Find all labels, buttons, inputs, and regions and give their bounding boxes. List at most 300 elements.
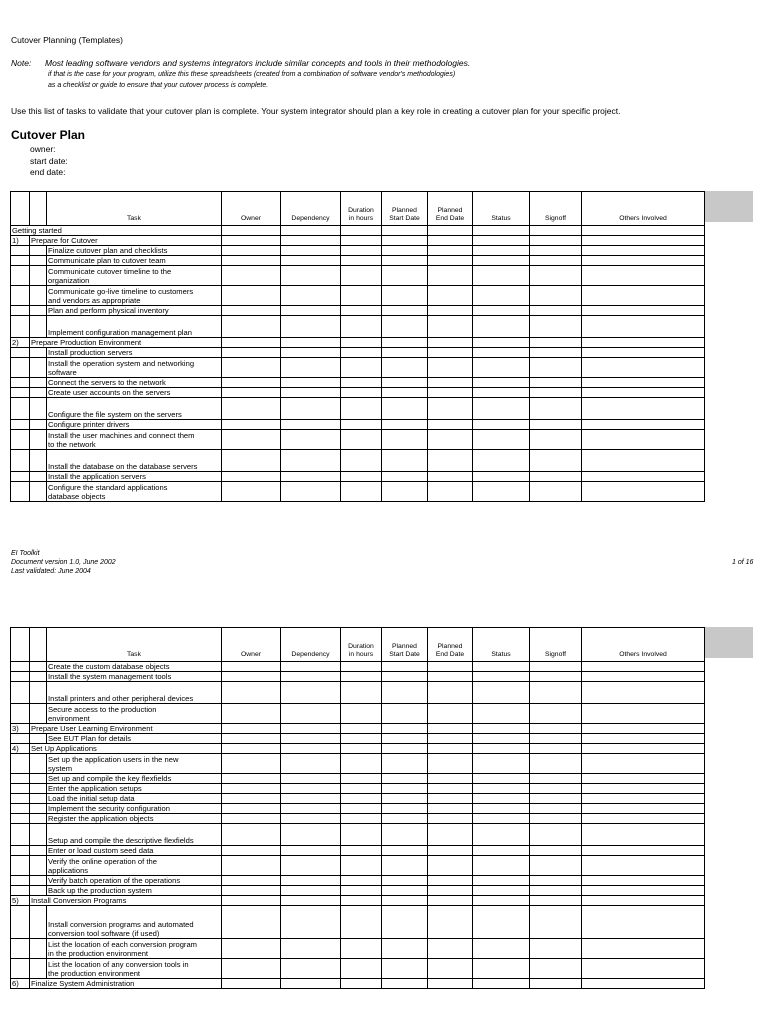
task-cell: Implement the security configuration — [47, 804, 222, 814]
empty-cell — [382, 286, 428, 306]
empty-cell — [11, 886, 30, 896]
empty-cell — [530, 472, 582, 482]
empty-cell — [222, 226, 281, 236]
empty-cell — [11, 704, 30, 724]
empty-cell — [382, 774, 428, 784]
empty-cell — [382, 246, 428, 256]
empty-cell — [341, 724, 382, 734]
empty-cell — [382, 398, 428, 420]
empty-cell — [222, 939, 281, 959]
empty-cell — [582, 316, 705, 338]
empty-cell — [473, 226, 530, 236]
empty-cell — [530, 306, 582, 316]
col-planned-end — [428, 192, 473, 226]
col-signoff: Signoff — [530, 192, 582, 226]
empty-cell — [582, 754, 705, 774]
task-line-2: in the production environment — [48, 949, 149, 958]
empty-cell — [341, 430, 382, 450]
col-dependency: Dependency — [281, 192, 341, 226]
empty-cell — [11, 482, 30, 502]
table-row — [11, 959, 705, 979]
empty-cell — [30, 886, 47, 896]
col-planned-start — [382, 192, 428, 226]
empty-cell — [222, 420, 281, 430]
empty-cell — [11, 794, 30, 804]
empty-cell — [11, 804, 30, 814]
empty-cell — [222, 430, 281, 450]
empty-cell — [382, 939, 428, 959]
empty-cell — [530, 979, 582, 989]
empty-cell — [222, 472, 281, 482]
empty-cell — [30, 939, 47, 959]
empty-cell — [30, 286, 47, 306]
empty-cell — [382, 846, 428, 856]
empty-cell — [473, 804, 530, 814]
empty-cell — [30, 906, 47, 939]
empty-cell — [222, 672, 281, 682]
empty-cell — [530, 286, 582, 306]
section-label: Set Up Applications — [30, 744, 222, 754]
empty-cell — [222, 704, 281, 724]
section-row — [11, 979, 705, 989]
empty-cell — [582, 256, 705, 266]
empty-cell — [222, 286, 281, 306]
empty-cell — [222, 856, 281, 876]
empty-cell — [11, 824, 30, 846]
empty-cell — [473, 814, 530, 824]
empty-cell — [473, 784, 530, 794]
empty-cell — [11, 420, 30, 430]
empty-cell — [582, 939, 705, 959]
task-line-1: Configure the standard applications — [48, 483, 168, 492]
empty-cell — [222, 348, 281, 358]
empty-cell — [582, 876, 705, 886]
empty-cell — [30, 472, 47, 482]
empty-cell — [428, 814, 473, 824]
empty-cell — [30, 430, 47, 450]
empty-cell — [530, 388, 582, 398]
empty-cell — [382, 256, 428, 266]
empty-cell — [281, 236, 341, 246]
empty-cell — [530, 430, 582, 450]
task-line-1: Communicate cutover timeline to the — [48, 267, 172, 276]
empty-cell — [11, 388, 30, 398]
empty-cell — [281, 876, 341, 886]
empty-cell — [530, 482, 582, 502]
col-task: Task — [47, 628, 222, 662]
empty-cell — [382, 824, 428, 846]
col-duration-l1: Duration — [348, 643, 374, 650]
col-owner: Owner — [222, 628, 281, 662]
empty-cell — [428, 482, 473, 502]
table-row — [11, 876, 705, 886]
empty-cell — [222, 906, 281, 939]
empty-cell — [341, 672, 382, 682]
empty-cell — [281, 856, 341, 876]
empty-cell — [582, 388, 705, 398]
table-row — [11, 388, 705, 398]
section-row — [11, 724, 705, 734]
empty-cell — [382, 672, 428, 682]
empty-cell — [530, 246, 582, 256]
empty-cell — [341, 246, 382, 256]
empty-cell — [341, 824, 382, 846]
empty-cell — [11, 876, 30, 886]
empty-cell — [222, 886, 281, 896]
table-row — [11, 856, 705, 876]
task-cell: See EUT Plan for details — [47, 734, 222, 744]
empty-cell — [222, 316, 281, 338]
empty-cell — [382, 348, 428, 358]
footer-validated: Last validated: June 2004 — [11, 568, 91, 575]
task-cell — [47, 906, 222, 939]
empty-cell — [473, 246, 530, 256]
empty-cell — [281, 256, 341, 266]
empty-cell — [30, 804, 47, 814]
empty-cell — [428, 774, 473, 784]
empty-cell — [222, 846, 281, 856]
empty-cell — [582, 824, 705, 846]
empty-cell — [30, 876, 47, 886]
empty-cell — [341, 420, 382, 430]
task-cell: Register the application objects — [47, 814, 222, 824]
empty-cell — [341, 814, 382, 824]
empty-cell — [281, 266, 341, 286]
col-status: Status — [473, 628, 530, 662]
col-planned-start — [382, 628, 428, 662]
empty-cell — [30, 246, 47, 256]
footer-version: Document version 1.0, June 2002 — [11, 559, 116, 566]
empty-cell — [473, 348, 530, 358]
empty-cell — [341, 744, 382, 754]
empty-cell — [428, 734, 473, 744]
col-duration — [341, 192, 382, 226]
empty-cell — [222, 398, 281, 420]
empty-cell — [530, 266, 582, 286]
table-row — [11, 734, 705, 744]
empty-cell — [222, 774, 281, 784]
task-line-1: Secure access to the production — [48, 705, 157, 714]
end-date-label: end date: — [30, 167, 66, 177]
empty-cell — [11, 784, 30, 794]
empty-cell — [341, 662, 382, 672]
empty-cell — [473, 358, 530, 378]
task-cell: Verify batch operation of the operations — [47, 876, 222, 886]
empty-cell — [341, 784, 382, 794]
empty-cell — [382, 266, 428, 286]
section-number: 1) — [11, 236, 30, 246]
start-date-label: start date: — [30, 156, 68, 166]
task-cell: Communicate plan to cutover team — [47, 256, 222, 266]
empty-cell — [341, 388, 382, 398]
table-row — [11, 246, 705, 256]
empty-cell — [530, 939, 582, 959]
empty-cell — [281, 420, 341, 430]
empty-cell — [428, 662, 473, 672]
task-cell: Enter the application setups — [47, 784, 222, 794]
empty-cell — [30, 306, 47, 316]
group-row — [11, 226, 705, 236]
empty-cell — [473, 256, 530, 266]
empty-cell — [428, 266, 473, 286]
empty-cell — [281, 306, 341, 316]
empty-cell — [530, 682, 582, 704]
col-others: Others Involved — [582, 628, 705, 662]
empty-cell — [473, 682, 530, 704]
empty-cell — [428, 316, 473, 338]
empty-cell — [473, 286, 530, 306]
section-row — [11, 896, 705, 906]
empty-cell — [222, 662, 281, 672]
empty-cell — [30, 358, 47, 378]
empty-cell — [222, 246, 281, 256]
empty-cell — [530, 672, 582, 682]
empty-cell — [530, 348, 582, 358]
empty-cell — [281, 378, 341, 388]
note-line-2: if that is the case for your program, utilize this these spreadsheets (created from a combination of software vendor's methodologies) — [48, 71, 456, 78]
empty-cell — [530, 876, 582, 886]
empty-cell — [582, 348, 705, 358]
empty-cell — [473, 876, 530, 886]
empty-cell — [382, 876, 428, 886]
empty-cell — [222, 896, 281, 906]
empty-cell — [428, 348, 473, 358]
empty-cell — [582, 896, 705, 906]
section-number: 6) — [11, 979, 30, 989]
empty-cell — [11, 378, 30, 388]
empty-cell — [473, 724, 530, 734]
empty-cell — [281, 316, 341, 338]
col-pend-l2: End Date — [435, 215, 465, 222]
empty-cell — [582, 450, 705, 472]
empty-cell — [428, 256, 473, 266]
empty-cell — [428, 754, 473, 774]
empty-cell — [11, 398, 30, 420]
empty-cell — [281, 388, 341, 398]
empty-cell — [281, 662, 341, 672]
task-cell: Plan and perform physical inventory — [47, 306, 222, 316]
empty-cell — [428, 794, 473, 804]
empty-cell — [530, 256, 582, 266]
col-dependency: Dependency — [281, 628, 341, 662]
empty-cell — [382, 226, 428, 236]
table-row — [11, 378, 705, 388]
empty-cell — [281, 286, 341, 306]
empty-cell — [281, 348, 341, 358]
empty-cell — [530, 226, 582, 236]
task-line-2: software — [48, 368, 77, 377]
col-pend-l1: Planned — [437, 643, 463, 650]
table-row — [11, 482, 705, 502]
empty-cell — [341, 378, 382, 388]
empty-cell — [281, 682, 341, 704]
empty-cell — [473, 398, 530, 420]
task-line-2: system — [48, 764, 73, 773]
empty-cell — [530, 236, 582, 246]
empty-cell — [382, 430, 428, 450]
empty-cell — [473, 824, 530, 846]
empty-cell — [11, 754, 30, 774]
task-line-2: environment — [48, 714, 90, 723]
empty-cell — [281, 338, 341, 348]
empty-cell — [281, 814, 341, 824]
empty-cell — [222, 814, 281, 824]
empty-cell — [11, 682, 30, 704]
empty-cell — [530, 824, 582, 846]
table-row — [11, 939, 705, 959]
empty-cell — [30, 348, 47, 358]
task-cell: Back up the production system — [47, 886, 222, 896]
empty-cell — [30, 856, 47, 876]
empty-cell — [341, 472, 382, 482]
section-number: 4) — [11, 744, 30, 754]
empty-cell — [30, 388, 47, 398]
task-cell — [47, 286, 222, 306]
empty-cell — [341, 256, 382, 266]
empty-cell — [582, 236, 705, 246]
empty-cell — [473, 266, 530, 286]
empty-cell — [11, 774, 30, 784]
empty-cell — [428, 306, 473, 316]
empty-cell — [30, 316, 47, 338]
empty-cell — [473, 939, 530, 959]
empty-cell — [428, 420, 473, 430]
empty-cell — [530, 450, 582, 472]
task-line-2: the production environment — [48, 969, 141, 978]
empty-cell — [281, 979, 341, 989]
col-duration-l2: in hours — [348, 215, 374, 222]
empty-cell — [11, 450, 30, 472]
empty-cell — [341, 338, 382, 348]
empty-cell — [473, 482, 530, 502]
empty-cell — [582, 378, 705, 388]
empty-cell — [30, 774, 47, 784]
empty-cell — [30, 420, 47, 430]
empty-cell — [341, 226, 382, 236]
empty-cell — [582, 704, 705, 724]
empty-cell — [473, 672, 530, 682]
empty-cell — [582, 338, 705, 348]
task-line-1: Communicate go-live timeline to customers — [48, 287, 194, 296]
empty-cell — [428, 959, 473, 979]
empty-cell — [582, 420, 705, 430]
empty-cell — [473, 430, 530, 450]
task-cell — [47, 358, 222, 378]
empty-cell — [30, 672, 47, 682]
empty-cell — [281, 472, 341, 482]
empty-cell — [281, 794, 341, 804]
empty-cell — [382, 316, 428, 338]
empty-cell — [341, 348, 382, 358]
empty-cell — [428, 286, 473, 306]
empty-cell — [582, 846, 705, 856]
task-line-1: Install conversion programs and automated — [48, 920, 194, 929]
empty-cell — [382, 358, 428, 378]
footer-toolkit: EI Toolkit — [11, 550, 40, 557]
empty-cell — [11, 306, 30, 316]
col-pend-l2: End Date — [435, 651, 465, 658]
col-owner: Owner — [222, 192, 281, 226]
empty-cell — [530, 804, 582, 814]
col-signoff: Signoff — [530, 628, 582, 662]
table-row — [11, 824, 705, 846]
empty-cell — [382, 682, 428, 704]
section-number: 5) — [11, 896, 30, 906]
section-row — [11, 338, 705, 348]
task-line-2: database objects — [48, 492, 106, 501]
empty-cell — [222, 754, 281, 774]
empty-cell — [582, 306, 705, 316]
table-row — [11, 306, 705, 316]
empty-cell — [30, 256, 47, 266]
empty-cell — [222, 358, 281, 378]
document-title: Cutover Planning (Templates) — [11, 35, 123, 45]
empty-cell — [281, 246, 341, 256]
empty-cell — [281, 939, 341, 959]
empty-cell — [341, 482, 382, 502]
table-row — [11, 704, 705, 724]
empty-cell — [582, 959, 705, 979]
empty-cell — [222, 482, 281, 502]
group-label: Getting started — [11, 226, 222, 236]
table-row — [11, 348, 705, 358]
empty-cell — [222, 236, 281, 246]
empty-cell — [428, 430, 473, 450]
empty-cell — [281, 430, 341, 450]
empty-cell — [382, 482, 428, 502]
table-row — [11, 472, 705, 482]
task-cell: Create the custom database objects — [47, 662, 222, 672]
empty-cell — [582, 662, 705, 672]
empty-cell — [428, 856, 473, 876]
empty-cell — [222, 256, 281, 266]
empty-cell — [530, 662, 582, 672]
empty-cell — [281, 672, 341, 682]
empty-cell — [428, 378, 473, 388]
empty-cell — [582, 906, 705, 939]
empty-cell — [582, 286, 705, 306]
empty-cell — [222, 979, 281, 989]
empty-cell — [30, 704, 47, 724]
table-row — [11, 814, 705, 824]
empty-cell — [428, 682, 473, 704]
empty-cell — [11, 959, 30, 979]
empty-cell — [281, 804, 341, 814]
task-cell: Setup and compile the descriptive flexfields — [47, 824, 222, 846]
header-grey-band — [704, 191, 753, 222]
empty-cell — [582, 804, 705, 814]
section-label: Install Conversion Programs — [30, 896, 222, 906]
empty-cell — [428, 886, 473, 896]
empty-cell — [530, 896, 582, 906]
empty-cell — [530, 338, 582, 348]
table-row — [11, 286, 705, 306]
empty-cell — [281, 886, 341, 896]
empty-cell — [382, 236, 428, 246]
empty-cell — [428, 358, 473, 378]
empty-cell — [281, 959, 341, 979]
empty-cell — [530, 398, 582, 420]
empty-cell — [428, 450, 473, 472]
task-line-2: and vendors as appropriate — [48, 296, 141, 305]
task-cell: Configure the file system on the servers — [47, 398, 222, 420]
empty-cell — [341, 306, 382, 316]
empty-cell — [341, 734, 382, 744]
empty-cell — [382, 378, 428, 388]
task-cell: Install the system management tools — [47, 672, 222, 682]
empty-cell — [341, 236, 382, 246]
empty-cell — [281, 358, 341, 378]
